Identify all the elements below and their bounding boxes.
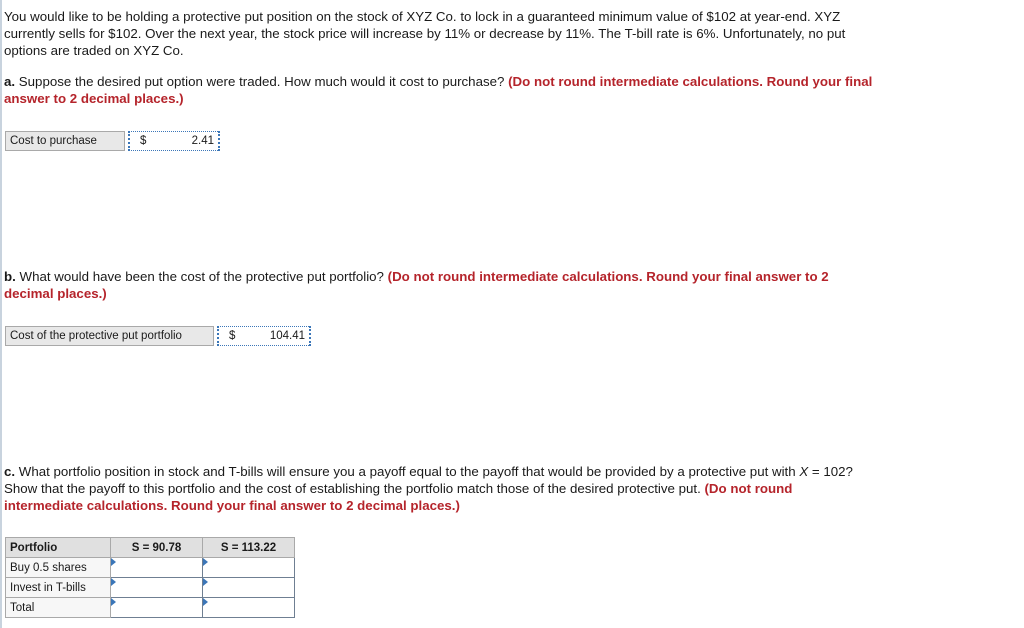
left-border [0,0,2,628]
part-c-text-post: = 102? Show that the payoff to this portfolio and the cost of establishing the portfolio match those of the desired protective put. [4,464,853,496]
part-b-label: b. [4,269,16,284]
header-s-low: S = 90.78 [111,538,203,558]
tbills-low-cell[interactable] [111,578,203,598]
total-low-cell[interactable] [111,598,203,618]
cost-of-portfolio-field[interactable] [217,326,311,346]
cost-of-portfolio-row [5,326,311,346]
buy-shares-low-cell[interactable] [111,558,203,578]
problem-intro: You would like to be holding a protective put position on the stock of XYZ Co. to lock in a guaranteed minimum value of $102 at year-end. XYZ currently sells for $102. Over the next year, the stock price will increase by 11% or decrease by 11%. The T-bill rate is 6%. Unfortunately, no put options are traded on XYZ Co. [4,9,846,58]
part-c-label: c. [4,464,16,479]
buy-shares-low-input[interactable] [115,559,198,577]
part-b-text: What would have been the cost of the protective put portfolio? [15,269,388,284]
header-s-high: S = 113.22 [203,538,295,558]
tbills-low-input[interactable] [115,579,198,597]
table-row [6,598,295,618]
part-c-note: (Do not round intermediate calculations. Round your final answer to 2 decimal places.) [4,481,793,513]
cell-flag-icon [203,558,208,566]
part-a-text: Suppose the desired put option were traded. How much would it cost to purchase? [15,74,509,89]
portfolio-table [5,537,295,618]
cost-to-purchase-field[interactable] [128,131,220,151]
part-c-question [4,463,874,514]
table-row [6,578,295,598]
tbills-high-input[interactable] [207,579,290,597]
part-a-question [4,73,874,107]
cost-of-portfolio-label: Cost of the protective put portfolio [5,326,214,346]
buy-shares-high-input[interactable] [207,559,290,577]
table-header-row [6,538,295,558]
part-b-question [4,268,874,302]
cell-flag-icon [111,598,116,606]
part-a-label: a. [4,74,16,89]
cost-to-purchase-row [5,131,220,151]
cell-flag-icon [203,578,208,586]
header-portfolio: Portfolio [6,538,111,558]
table-row [6,558,295,578]
total-low-input[interactable] [115,599,198,617]
total-high-input[interactable] [207,599,290,617]
part-c-text-pre: What portfolio position in stock and T-bills will ensure you a payoff equal to the payoff that would be provided by a protective put with [15,464,800,479]
row-label-tbills: Invest in T-bills [6,578,111,598]
row-label-total: Total [6,598,111,618]
cell-flag-icon [203,598,208,606]
part-b-note: (Do not round intermediate calculations. Round your final answer to 2 decimal places.) [4,269,829,301]
total-high-cell[interactable] [203,598,295,618]
cost-of-portfolio-value: 104.41 [269,330,305,342]
part-a-note: (Do not round intermediate calculations. Round your final answer to 2 decimal places.) [4,74,873,106]
tbills-high-cell[interactable] [203,578,295,598]
cell-flag-icon [111,558,116,566]
currency-symbol: $ [229,330,236,342]
buy-shares-high-cell[interactable] [203,558,295,578]
part-c-variable: X [799,464,809,479]
cell-flag-icon [111,578,116,586]
cost-to-purchase-value: 2.41 [191,135,214,147]
currency-symbol: $ [140,135,147,147]
row-label-buy-shares: Buy 0.5 shares [6,558,111,578]
cost-to-purchase-label: Cost to purchase [5,131,125,151]
